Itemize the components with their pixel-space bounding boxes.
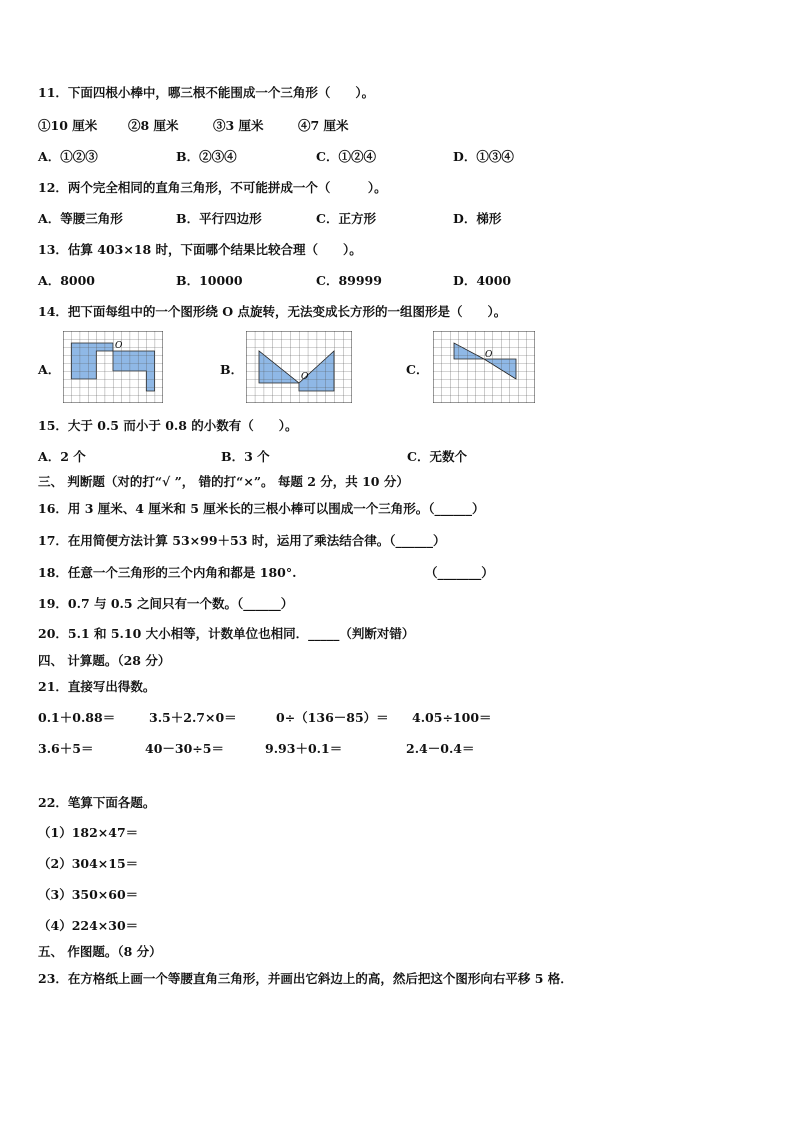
q11-option-a: A．①②③: [38, 149, 98, 164]
q13-option-b: B．10000: [176, 273, 243, 288]
q15-option-c: C．无数个: [407, 449, 467, 464]
q22-item: （1）182×47＝: [38, 825, 139, 840]
q21-item: 0÷（136－85）＝: [276, 710, 389, 725]
q12-option-b: B．平行四边形: [176, 211, 262, 226]
q14-figure-c: [433, 331, 535, 407]
q22-item: （4）224×30＝: [38, 918, 139, 933]
section-5-heading: 五、 作图题。（8 分）: [38, 944, 162, 959]
q21-item: 3.5＋2.7×0＝: [149, 710, 237, 725]
point-o-a: O: [115, 341, 123, 351]
q13-stem: 13．估算 403×18 时，下面哪个结果比较合理（ ）。: [38, 242, 362, 257]
q11-stick-2: ②8 厘米: [128, 118, 179, 133]
q11-stick-1: ①10 厘米: [38, 118, 98, 133]
q21-item: 40－30÷5＝: [145, 741, 224, 756]
q21-item: 4.05÷100＝: [412, 710, 492, 725]
q14-option-a: A．: [38, 362, 61, 377]
section-3-heading: 三、 判断题（对的打“√ ”， 错的打“×”。 每题 2 分，共 10 分）: [38, 474, 409, 489]
q18-answer-blank: （_______）: [425, 565, 494, 580]
q14-figure-b: [246, 331, 352, 407]
section-4-heading: 四、 计算题。（28 分）: [38, 653, 171, 668]
q15-option-a: A．2 个: [38, 449, 86, 464]
q14-stem: 14．把下面每组中的一个图形绕 O 点旋转，无法变成长方形的一组图形是（ ）。: [38, 304, 507, 319]
q19-stem: 19．0.7 与 0.5 之间只有一个数。（______）: [38, 596, 294, 611]
q12-stem: 12．两个完全相同的直角三角形，不可能拼成一个（ ）。: [38, 180, 387, 195]
q11-stem: 11．下面四根小棒中，哪三根不能围成一个三角形（ ）。: [38, 85, 375, 100]
q20-stem: 20．5.1 和 5.10 大小相等，计数单位也相同．_____（判断对错）: [38, 626, 415, 641]
q11-option-b: B．②③④: [176, 149, 237, 164]
q12-option-a: A．等腰三角形: [38, 211, 123, 226]
q22-stem: 22．笔算下面各题。: [38, 795, 156, 810]
q17-stem: 17．在用简便方法计算 53×99＋53 时，运用了乘法结合律。（______）: [38, 533, 446, 548]
q14-option-c: C．: [406, 362, 429, 377]
q21-item: 2.4－0.4＝: [406, 741, 475, 756]
q11-stick-4: ④7 厘米: [298, 118, 349, 133]
q21-item: 3.6＋5＝: [38, 741, 94, 756]
q11-option-c: C．①②④: [316, 149, 376, 164]
point-o-b: O: [301, 372, 309, 382]
q14-figure-a: [63, 331, 163, 407]
q13-option-a: A．8000: [38, 273, 95, 288]
q21-item: 0.1＋0.88＝: [38, 710, 116, 725]
q15-option-b: B．3 个: [221, 449, 270, 464]
q13-option-c: C．89999: [316, 273, 382, 288]
q15-stem: 15．大于 0.5 而小于 0.8 的小数有（ ）。: [38, 418, 298, 433]
q12-option-d: D．梯形: [453, 211, 502, 226]
q13-option-d: D．4000: [453, 273, 512, 288]
q21-item: 9.93＋0.1＝: [265, 741, 343, 756]
q18-stem: 18．任意一个三角形的三个内角和都是 180°.: [38, 565, 297, 580]
q11-stick-3: ③3 厘米: [213, 118, 264, 133]
q22-item: （3）350×60＝: [38, 887, 139, 902]
q22-item: （2）304×15＝: [38, 856, 139, 871]
point-o-c: O: [485, 350, 493, 360]
q21-stem: 21．直接写出得数。: [38, 679, 156, 694]
q23-stem: 23．在方格纸上画一个等腰直角三角形，并画出它斜边上的高，然后把这个图形向右平移 5 格．: [38, 971, 573, 986]
q11-option-d: D．①③④: [453, 149, 514, 164]
q14-option-b: B．: [220, 362, 244, 377]
q12-option-c: C．正方形: [316, 211, 376, 226]
q16-stem: 16．用 3 厘米、4 厘米和 5 厘米长的三根小棒可以围成一个三角形。（______）: [38, 501, 485, 516]
